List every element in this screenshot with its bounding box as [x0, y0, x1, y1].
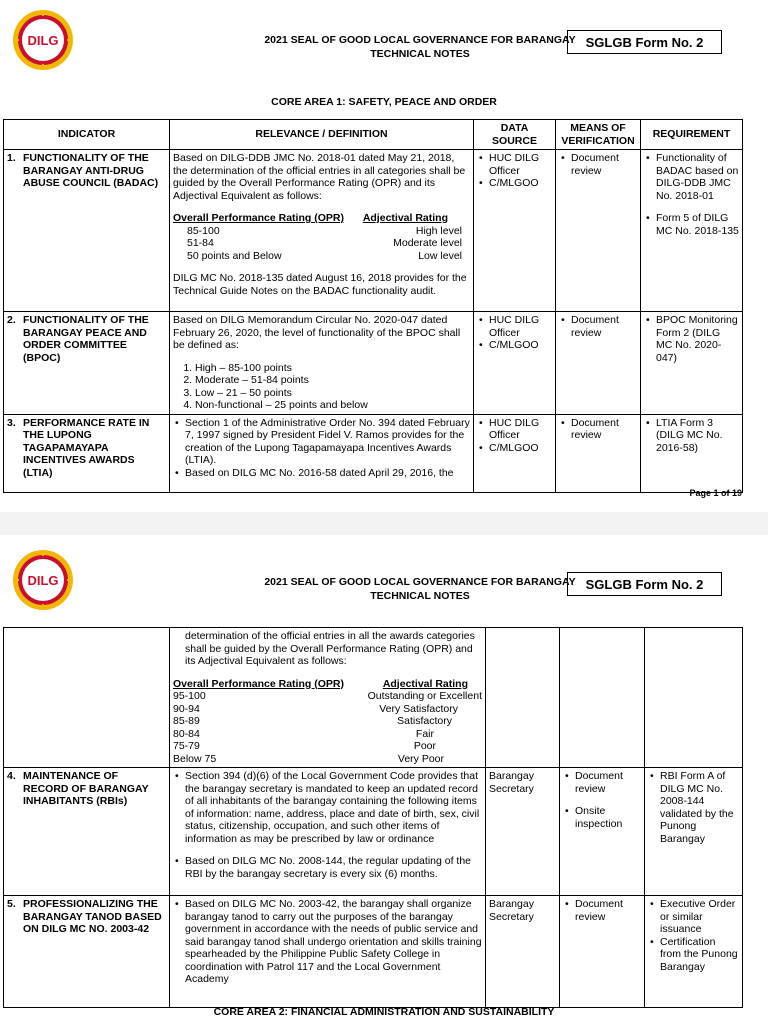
data-source-item: • HUC DILG Officer [489, 152, 552, 177]
doc-title: 2021 SEAL OF GOOD LOCAL GOVERNANCE FOR BARANGAY TECHNICAL NOTES [264, 34, 576, 60]
requirement-item: • LTIA Form 3 (DILG MC No. 2016-58) [656, 417, 739, 455]
definition-cell: determination of the official entries in all the awards categories shall be guided by the Overall Performance Rating (OPR) and its Adjectival Equivalent as follows: Overall Performance Rating (OPR) Adjectival Rating 95-100 Outstanding or Excellent 90-94 Very Satisfactory 85-89 Satisfactory 80-84 Fair 75-79 Poor Below 75 Very Poor [170, 628, 486, 768]
column-header: RELEVANCE / DEFINITION [170, 120, 474, 150]
table-row [4, 150, 743, 312]
data-source-item: • HUC DILG Officer [489, 417, 552, 442]
mov-item: • Document review [571, 314, 637, 339]
data-source-item: • C/MLGOO [489, 442, 552, 455]
svg-text:DILG: DILG [27, 573, 59, 588]
indicator-cell: 5. PROFESSIONALIZING THE BARANGAY TANOD BASED ON DILG MC NO. 2003-42 [7, 898, 162, 935]
list-item: 3. Low – 21 – 50 points [195, 387, 470, 400]
list-item: • Section 394 (d)(6) of the Local Government Code provides that the barangay secretary is mandated to keep an updated record of all inhabitants of the barangay containing the following items of information: name, address, place and date of birth, sex, civil status, citizenship, occupation, and such other items of information as may be prescribed by law or ordinance [185, 770, 482, 845]
mov-item: • Document review [571, 417, 637, 442]
requirement-item: • Certification from the Punong Barangay [660, 936, 739, 974]
list-item: • Section 1 of the Administrative Order No. 394 dated February 7, 1997 signed by President Fidel V. Ramos provides for the creation of the Lupong Tagapamayapa Incentives Awards (LTIA). [185, 417, 470, 467]
requirement-item: • Executive Order or similar issuance [660, 898, 739, 936]
data-source-item: • C/MLGOO [489, 339, 552, 352]
indicators-table [3, 119, 743, 493]
list-item: • Based on DILG MC No. 2003-42, the barangay shall organize barangay tanod to carry out the purposes of the barangay government in accordance with the needs of public service and said barangay tanod shall undergo orientation and skills training spearheaded by the Philippine Public Safety College in coordination with Patrol 117 and the Local Government Academy [185, 898, 482, 986]
column-header: INDICATOR [4, 120, 170, 150]
data-source-item: • C/MLGOO [489, 177, 552, 190]
data-source-cell: Barangay Secretary [486, 896, 560, 1008]
indicator-cell: 3. PERFORMANCE RATE IN THE LUPONG TAGAPAMAYAPA INCENTIVES AWARDS (LTIA) [7, 416, 150, 479]
table-row [4, 768, 743, 896]
table-row [4, 896, 743, 1008]
requirement-item: • RBI Form A of DILG MC No. 2008-144 validated by the Punong Barangay [660, 770, 739, 845]
mov-item: • Document review [575, 770, 641, 795]
definition-cell [170, 768, 486, 896]
mov-item: • Onsite inspection [575, 805, 641, 830]
requirement-item: • Form 5 of DILG MC No. 2018-135 [656, 212, 739, 237]
dilg-seal-logo [12, 549, 74, 611]
definition-cell [170, 414, 474, 492]
page-number: Page 1 of 19 [689, 488, 742, 498]
doc-title: 2021 SEAL OF GOOD LOCAL GOVERNANCE FOR BARANGAY TECHNICAL NOTES [264, 576, 576, 602]
form-number-box: SGLGB Form No. 2 [567, 572, 722, 596]
table-header-row [4, 120, 743, 150]
indicator-cell: 1. FUNCTIONALITY OF THE BARANGAY ANTI-DRUG ABUSE COUNCIL (BADAC) [7, 152, 159, 189]
table-row [4, 628, 743, 768]
document-page-2 [0, 535, 768, 1024]
indicator-cell: 4. MAINTENANCE OF RECORD OF BARANGAY INHABITANTS (RBIs) [7, 770, 149, 807]
table-row [4, 312, 743, 415]
list-item: • Based on DILG MC No. 2008-144, the regular updating of the RBI by the barangay secretary is every six (6) months. [185, 855, 482, 880]
core-area-heading: CORE AREA 1: SAFETY, PEACE AND ORDER [271, 96, 497, 108]
dilg-seal-logo [12, 9, 74, 71]
data-source-item: • HUC DILG Officer [489, 314, 552, 339]
svg-text:DILG: DILG [27, 33, 59, 48]
column-header: MEANS OF VERIFICATION [556, 120, 641, 150]
indicator-cell: 2. FUNCTIONALITY OF THE BARANGAY PEACE AND ORDER COMMITTEE (BPOC) [7, 314, 149, 364]
requirement-item: • Functionality of BADAC based on DILG-DDB JMC No. 2018-01 [656, 152, 739, 202]
column-header: REQUIREMENT [641, 120, 743, 150]
core-area-heading: CORE AREA 2: FINANCIAL ADMINISTRATION AND SUSTAINABILITY [213, 1006, 555, 1018]
definition-cell [170, 896, 486, 1008]
list-item: • Based on DILG MC No. 2016-58 dated April 29, 2016, the [185, 467, 470, 480]
indicators-table-continued [3, 627, 743, 1008]
list-item: 4. Non-functional – 25 points and below [195, 399, 470, 412]
column-header: DATA SOURCE [474, 120, 556, 150]
mov-item: • Document review [571, 152, 637, 177]
requirement-item: • BPOC Monitoring Form 2 (DILG MC No. 2020-047) [656, 314, 739, 364]
mov-item: • Document review [575, 898, 641, 923]
list-item: 2. Moderate – 51-84 points [195, 374, 470, 387]
definition-cell: Based on DILG-DDB JMC No. 2018-01 dated May 21, 2018, the determination of the official entries in all categories shall be guided by the Overall Performance Rating (OPR) and its Adjectival Equivalent as follows: Overall Performance Rating (OPR) Adjectival Rating 85-100 High level 51-84 Moderate level 50 points and Below Low level DILG MC No. 2018-135 dated August 16, 2018 provides for the Technical Guide Notes on the BADAC functionality audit. [170, 150, 474, 312]
definition-cell: Based on DILG Memorandum Circular No. 2020-047 dated February 26, 2020, the level of functionality of the BPOC shall be defined as: 1. High – 85-100 points 2. Moderate – 51-84 points 3. Low – 21 – 50 points 4. Non-functional – 25 points and below [170, 312, 474, 415]
page-separator [0, 512, 768, 535]
data-source-cell: Barangay Secretary [486, 768, 560, 896]
table-row [4, 414, 743, 492]
list-item: 1. High – 85-100 points [195, 362, 470, 375]
form-number-box: SGLGB Form No. 2 [567, 30, 722, 54]
